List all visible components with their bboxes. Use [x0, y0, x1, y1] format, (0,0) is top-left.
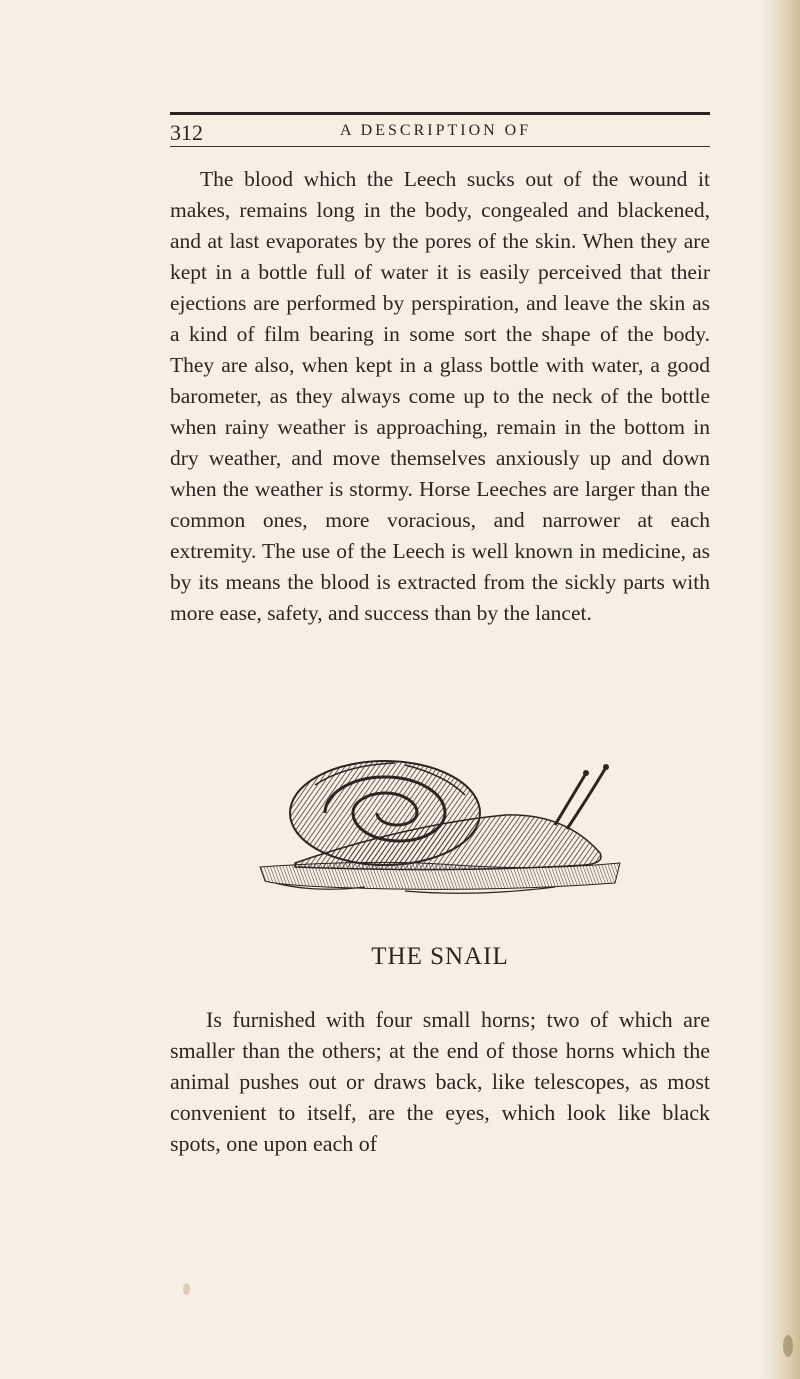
running-head: A DESCRIPTION OF	[340, 122, 532, 139]
body-text-leech	[170, 164, 710, 629]
section-heading: THE SNAIL	[371, 943, 509, 970]
header-rule-bottom	[170, 146, 710, 147]
foxing-spot	[783, 1335, 793, 1357]
body-text-snail	[170, 1004, 710, 1159]
page-header	[170, 118, 710, 144]
page-edge-shadow	[762, 0, 800, 1379]
snail-illustration	[255, 755, 625, 905]
paragraph: The blood which the Leech sucks out of the wound it makes, remains long in the body, congealed and blackened, and at last evaporates by the pores of the skin. When they are kept in a bottle full of water it is easily perceived that their ejections are performed by perspiration, and leave the skin as a kind of film bearing in some sort the shape of the body. They are also, when kept in a glass bottle with water, a good barometer, as they always come up to the neck of the bottle when rainy weather is approaching, remain in the bottom in dry weather, and move themselves anxiously up and down when the weather is stormy. Horse Leeches are larger than the common ones, more voracious, and narrower at each extremity. The use of the Leech is well known in medicine, as by its means the blood is extracted from the sickly parts with more ease, safety, and success than by the lancet.	[170, 167, 710, 625]
foxing-spot	[183, 1283, 190, 1295]
page-number: 312	[170, 120, 203, 145]
header-rule-top	[170, 112, 710, 115]
paragraph: Is furnished with four small horns; two of which are smaller than the others; at the end of those horns which the animal pushes out or draws back, like telescopes, as most convenient to itself, are the eyes, which look like black spots, one upon each of	[170, 1007, 710, 1156]
